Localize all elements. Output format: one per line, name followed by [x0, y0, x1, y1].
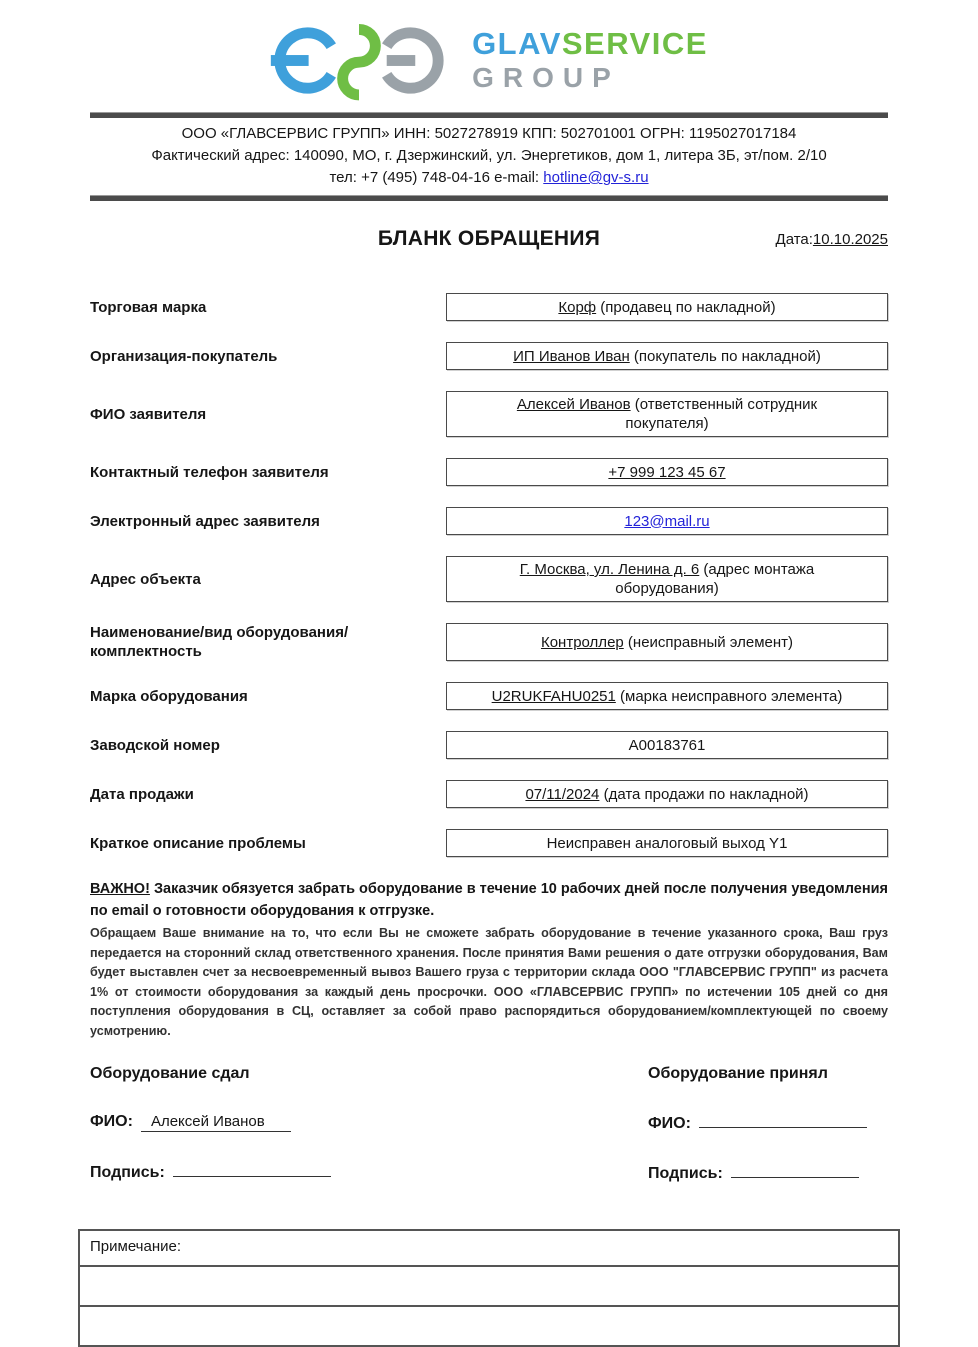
company-wordmark: [472, 28, 708, 92]
field-row-equipment-type: [90, 623, 888, 661]
signature-label: Подпись:: [648, 1165, 723, 1182]
fio-row: [648, 1113, 888, 1133]
important-lead: ВАЖНО!: [90, 881, 150, 897]
company-info-line2: Фактический адрес: 140090, МО, г. Дзержинский, ул. Энергетиков, дом 1, литера 3Б, эт/пом. 2/10: [151, 147, 827, 164]
signature-section: [90, 1065, 888, 1183]
signature-row: [90, 1162, 331, 1182]
field-value-note: (марка неисправного элемента): [615, 687, 843, 705]
company-info-line1: ООО «ГЛАВСЕРВИС ГРУПП» ИНН: 5027278919 КПП: 502701001 ОГРН: 1195027017184: [181, 125, 797, 142]
signature-block-handed-over: [90, 1065, 331, 1183]
date-label: Дата:: [775, 231, 813, 248]
signature-line[interactable]: [173, 1162, 331, 1177]
applicant-email-link[interactable]: 123@mail.ru: [624, 512, 710, 530]
fio-value-line[interactable]: Алексей Иванов: [141, 1113, 291, 1132]
field-row-phone: [90, 458, 888, 486]
field-value-main: Корф: [558, 298, 597, 316]
fine-print: Обращаем Ваше внимание на то, что если Вы не сможете забрать оборудование в течение указанного срока, Ваш груз передается на сторонний склад ответственного хранения. После принятия Вами решения о дате отгрузки оборудования, Вам будет выставлен счет за несвоевременный вывоз Вашего груза с территории склада ООО "ГЛАВСЕРВИС ГРУПП" из расчета 1% от стоимости оборудования за каждый день просрочки. ООО «ГЛАВСЕРВИС ГРУПП» по истечении 105 дней со дня поступления оборудования в СЦ, оставляет за собой право распорядиться оборудованием/комплектующей по своему усмотрению.: [90, 926, 888, 1038]
signature-label: Подпись:: [90, 1164, 165, 1181]
field-value-main: Г. Москва, ул. Ленина д. 6: [519, 561, 700, 578]
wordmark-line1: [472, 28, 708, 59]
note-label: Примечание:: [90, 1238, 181, 1255]
field-label: Торговая марка: [90, 298, 207, 316]
field-label: Адрес объекта: [90, 570, 201, 588]
date-field: [776, 231, 888, 248]
field-label: Контактный телефон заявителя: [90, 463, 329, 481]
signature-row: [648, 1163, 888, 1183]
fio-label: ФИО:: [90, 1113, 133, 1130]
signature-title: Оборудование принял: [648, 1065, 828, 1082]
field-value-note: (неисправный элемент): [623, 633, 794, 651]
date-value[interactable]: 10.10.2025: [812, 231, 888, 248]
field-row-buyer-org: [90, 342, 888, 370]
signature-title: Оборудование сдал: [90, 1065, 250, 1082]
note-empty-row[interactable]: [80, 1265, 898, 1305]
field-value-note: (продавец по накладной): [596, 298, 776, 316]
note-empty-row[interactable]: [80, 1305, 898, 1345]
field-label: Дата продажи: [90, 785, 194, 803]
important-note: [90, 878, 888, 922]
field-value-main: Контроллер: [540, 633, 624, 651]
field-value-box[interactable]: [446, 623, 888, 661]
field-value-box[interactable]: [446, 682, 888, 710]
company-info-line3: [0, 167, 978, 189]
field-row-serial-number: [90, 731, 888, 759]
note-label-row[interactable]: [80, 1231, 898, 1265]
field-label: ФИО заявителя: [90, 405, 207, 423]
fio-row: [90, 1113, 331, 1132]
note-table: [78, 1229, 900, 1347]
field-value-note: (дата продажи по накладной): [599, 785, 809, 803]
field-value-box[interactable]: [446, 507, 888, 535]
signature-block-received: [648, 1065, 888, 1183]
wordmark-service: SERVICE: [561, 26, 708, 61]
field-row-object-address: [90, 556, 888, 602]
field-row-email: [90, 507, 888, 535]
field-label: Краткое описание проблемы: [90, 834, 306, 852]
important-text: Заказчик обязуется забрать оборудование в течение 10 рабочих дней после получения уведомления по email о готовности оборудования к отгрузке.: [90, 881, 888, 919]
field-row-trademark: [90, 293, 888, 321]
field-value-main: ИП Иванов Иван: [513, 347, 630, 365]
field-row-problem-description: [90, 829, 888, 857]
field-value-box[interactable]: [446, 556, 888, 602]
wordmark-group: GROUP: [472, 62, 620, 93]
field-value-main: 07/11/2024: [525, 785, 600, 803]
company-info: [0, 118, 978, 195]
field-row-applicant-name: [90, 391, 888, 437]
field-value-main: U2RUKFAHU0251: [491, 687, 616, 705]
field-row-sale-date: [90, 780, 888, 808]
field-value-box[interactable]: [446, 293, 888, 321]
field-label: Наименование/вид оборудования/комплектность: [90, 624, 349, 660]
field-value-main: Алексей Иванов: [516, 396, 631, 413]
hotline-email-link[interactable]: hotline@gv-s.ru: [543, 169, 649, 186]
field-label: Организация-покупатель: [90, 347, 278, 365]
field-label: Марка оборудования: [90, 687, 248, 705]
field-value-box[interactable]: [446, 342, 888, 370]
field-label: Заводской номер: [90, 736, 220, 754]
field-value-note: A00183761: [628, 736, 706, 754]
fio-label: ФИО:: [648, 1115, 691, 1132]
field-value-box[interactable]: [446, 780, 888, 808]
company-contact-text: тел: +7 (495) 748-04-16 e-mail:: [329, 169, 544, 186]
field-value-note: (ответственный сотрудник покупателя): [625, 396, 818, 432]
signature-line[interactable]: [731, 1163, 859, 1178]
field-value-note: (покупатель по накладной): [629, 347, 821, 365]
field-value-box[interactable]: [446, 829, 888, 857]
field-value-note: Неисправен аналоговый выход Y1: [546, 834, 788, 852]
title-row: [90, 227, 888, 255]
field-value-box[interactable]: [446, 458, 888, 486]
header-logo-block: [0, 0, 978, 100]
field-value-note: (адрес монтажа оборудования): [615, 561, 815, 597]
form-fields: [0, 293, 978, 857]
wordmark-glav: GLAV: [472, 26, 562, 61]
field-value-box[interactable]: [446, 731, 888, 759]
page-title: БЛАНК ОБРАЩЕНИЯ: [377, 227, 601, 250]
company-logo-icon: [270, 16, 448, 105]
field-row-equipment-brand: [90, 682, 888, 710]
divider-bar-bottom: [90, 195, 888, 201]
field-value-main: +7 999 123 45 67: [608, 463, 726, 481]
field-value-box[interactable]: [446, 391, 888, 437]
fio-value-line[interactable]: [699, 1113, 867, 1128]
field-label: Электронный адрес заявителя: [90, 512, 320, 530]
